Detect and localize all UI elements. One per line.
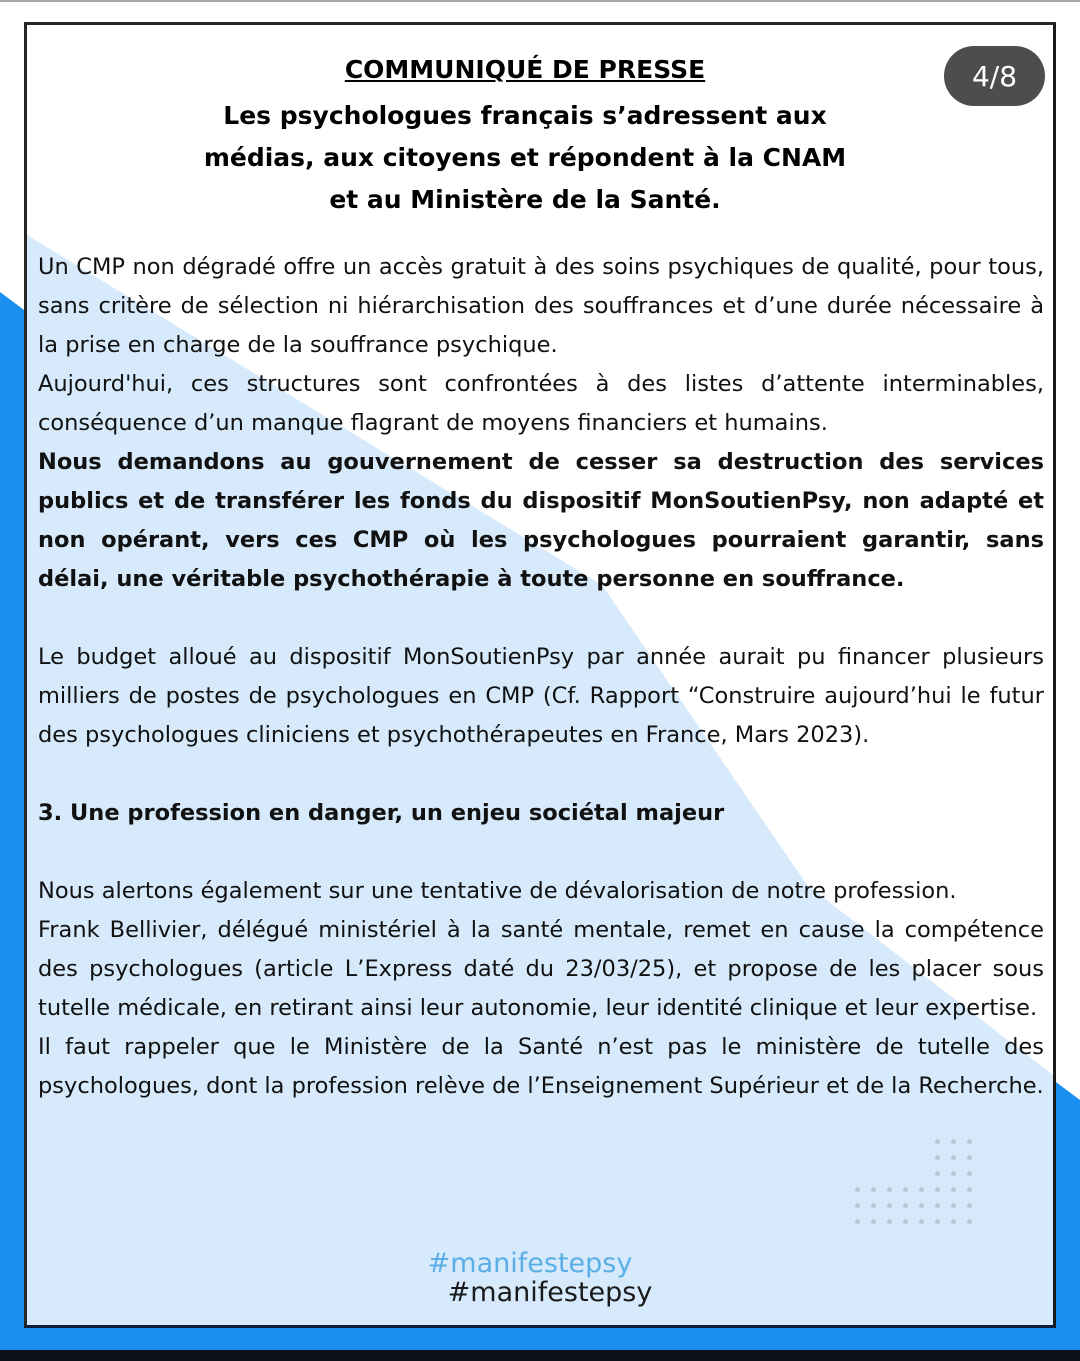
decoration-dot — [919, 1219, 924, 1224]
decoration-dot — [855, 1187, 860, 1192]
decoration-dot — [935, 1219, 940, 1224]
card-content — [27, 25, 1053, 1325]
hashtag-dark[interactable]: #manifestepsy — [447, 1277, 653, 1308]
body-text — [38, 248, 1044, 1106]
decoration-dot — [919, 1187, 924, 1192]
press-release-card — [24, 22, 1056, 1328]
page-indicator-text: 4/8 — [971, 59, 1018, 93]
section-title: 3. Une profession en danger, un enjeu sociétal majeur — [38, 800, 725, 826]
headline — [27, 95, 1023, 221]
paragraph-ministry: Il faut rappeler que le Ministère de la Santé n’est pas le ministère de tutelle des psychologues, dont la profession relève de l’Enseignement Supérieur et de la Recherche. — [38, 1034, 1044, 1099]
decoration-dot — [967, 1171, 972, 1176]
decoration-dot — [951, 1187, 956, 1192]
decoration-dot — [967, 1219, 972, 1224]
paragraph-cmp-access: Un CMP non dégradé offre un accès gratuit à des soins psychiques de qualité, pour tous, sans critère de sélection ni hiérarchisation des souffrances et d’une durée nécessaire à la prise en charge de la souffrance psychique. — [38, 254, 1044, 358]
decoration-dot — [887, 1203, 892, 1208]
paragraph-bellivier: Frank Bellivier, délégué ministériel à la santé mentale, remet en cause la compétence des psychologues (article L’Express daté du 23/03/25), et propose de les placer sous tutelle médicale, en retirant ainsi leur autonomie, leur identité clinique et leur expertise. — [38, 917, 1044, 1021]
decoration-dot — [951, 1171, 956, 1176]
decoration-dot — [967, 1155, 972, 1160]
decoration-dot — [967, 1139, 972, 1144]
decoration-dot — [871, 1219, 876, 1224]
spacer — [38, 833, 1044, 872]
decoration-dot — [871, 1187, 876, 1192]
decoration-dot — [967, 1203, 972, 1208]
decoration-dot — [935, 1139, 940, 1144]
decoration-dot — [967, 1187, 972, 1192]
paragraph-alert: Nous alertons également sur une tentative de dévalorisation de notre profession. — [38, 878, 957, 904]
paragraph-budget: Le budget alloué au dispositif MonSoutienPsy par année aurait pu financer plusieurs milliers de postes de psychologues en CMP (Cf. Rapport “Construire aujourd’hui le futur des psychologues cliniciens et psychothérapeutes en France, Mars 2023). — [38, 644, 1044, 748]
spacer — [38, 755, 1044, 794]
decoration-dot — [951, 1155, 956, 1160]
decoration-dot — [935, 1155, 940, 1160]
decoration-dot — [935, 1187, 940, 1192]
headline-line: médias, aux citoyens et répondent à la CNAM — [203, 143, 847, 172]
decoration-dot — [887, 1219, 892, 1224]
spacer — [38, 599, 1044, 638]
bottom-band — [0, 1350, 1080, 1361]
decoration-dot — [887, 1187, 892, 1192]
dot-grid-decoration — [855, 1139, 975, 1244]
decoration-dot — [951, 1219, 956, 1224]
decoration-dot — [951, 1203, 956, 1208]
decoration-dot — [871, 1203, 876, 1208]
decoration-dot — [935, 1171, 940, 1176]
headline-line: Les psychologues français s’adressent aux — [223, 101, 827, 130]
decoration-dot — [855, 1219, 860, 1224]
decoration-dot — [935, 1203, 940, 1208]
decoration-dot — [903, 1219, 908, 1224]
paragraph-waiting-lists: Aujourd'hui, ces structures sont confrontées à des listes d’attente interminables, conséquence d’un manque flagrant de moyens financiers et humains. — [38, 371, 1044, 436]
hashtag-light[interactable]: #manifestepsy — [427, 1248, 633, 1279]
decoration-dot — [855, 1203, 860, 1208]
decoration-dot — [919, 1203, 924, 1208]
decoration-dot — [903, 1187, 908, 1192]
headline-line: et au Ministère de la Santé. — [329, 185, 721, 214]
paragraph-demand: Nous demandons au gouvernement de cesser sa destruction des services publics et de transférer les fonds du dispositif MonSoutienPsy, non adapté et non opérant, vers ces CMP où les psychologues pourraient garantir, sans délai, une véritable psychothérapie à toute personne en souffrance. — [38, 449, 1044, 592]
decoration-dot — [903, 1203, 908, 1208]
kicker-title: COMMUNIQUÉ DE PRESSE — [344, 55, 706, 84]
decoration-dot — [951, 1139, 956, 1144]
